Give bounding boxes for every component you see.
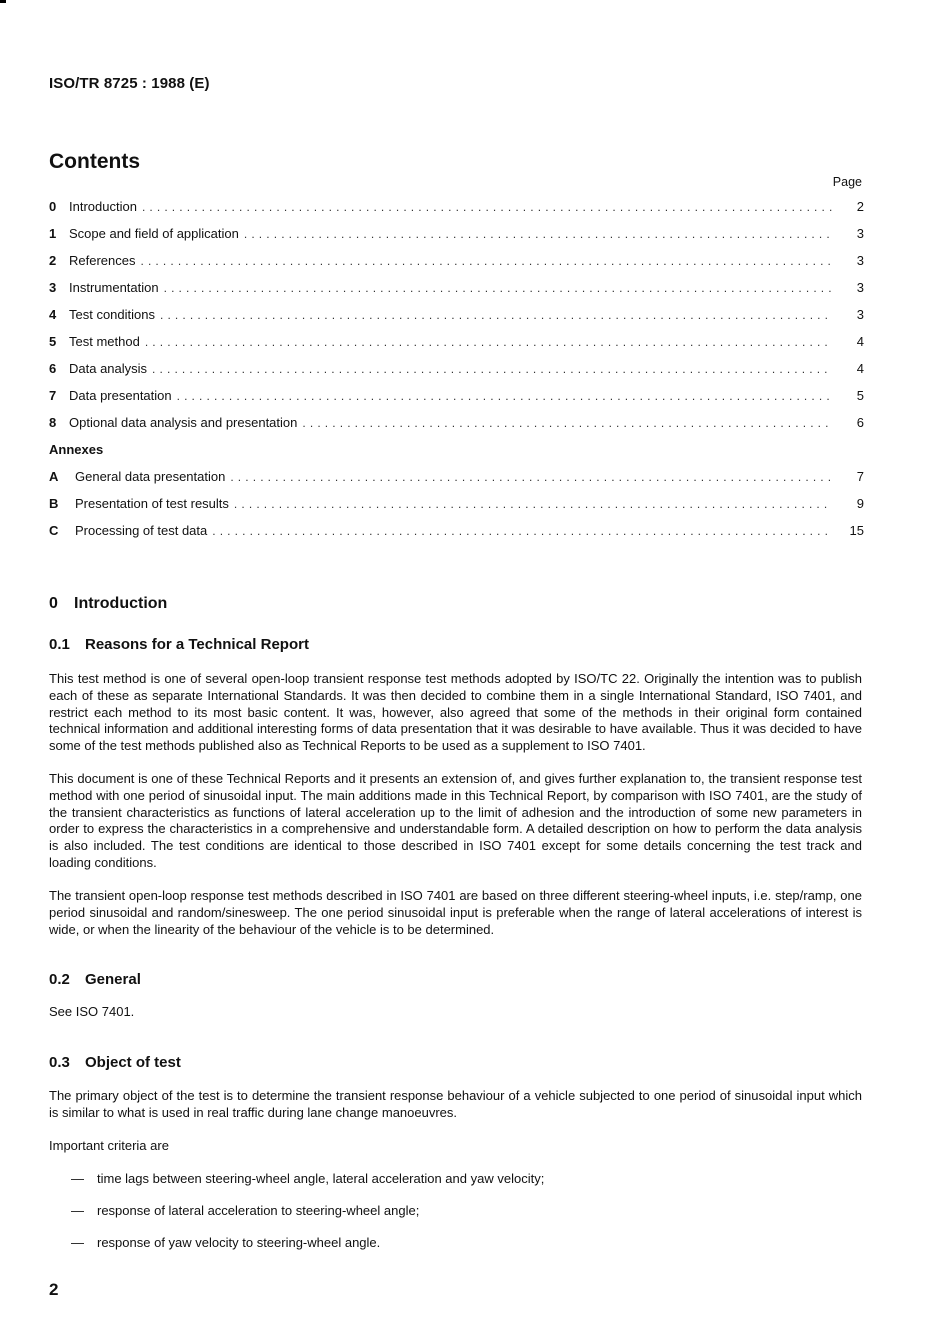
subsection-number: 0.2 (49, 971, 70, 988)
subsection-heading-general (49, 971, 141, 988)
toc-number: 5 (49, 334, 57, 349)
scan-mark (0, 0, 6, 3)
toc-leader-dots (142, 199, 832, 215)
toc-title: Data analysis (69, 361, 148, 376)
list-item (71, 1171, 851, 1187)
toc-page-number: 2 (856, 199, 864, 214)
toc-entry-data-analysis[interactable] (49, 361, 864, 388)
subsection-heading-reasons (49, 636, 309, 653)
toc-page-number: 3 (856, 280, 864, 295)
toc-leader-dots (302, 415, 832, 431)
toc-number: 7 (49, 388, 57, 403)
list-item-text: response of lateral acceleration to steering-wheel angle; (97, 1203, 420, 1218)
subsection-number: 0.1 (49, 636, 70, 653)
subsection-title: Object of test (85, 1054, 181, 1071)
toc-title: Processing of test data (75, 523, 208, 538)
dash-bullet: — (71, 1171, 84, 1186)
subsection-title: General (85, 971, 141, 988)
toc-annex-letter: B (49, 496, 59, 511)
document-identifier: ISO/TR 8725 : 1988 (E) (49, 75, 210, 92)
toc-title: Scope and field of application (69, 226, 239, 241)
toc-entry-data-presentation[interactable] (49, 388, 864, 415)
toc-title: Test method (69, 334, 140, 349)
paragraph-reasons-3: The transient open-loop response test methods described in ISO 7401 are based on three different steering-wheel inputs, i.e. step/ramp, one period sinusoidal and random/sinesweep. The one period sinusoidal input is preferable when the range of lateral accelerations of interest is wide, or when the linearity of the behaviour of the vehicle is to be determined. (49, 888, 862, 937)
toc-title: Presentation of test results (75, 496, 229, 511)
toc-entry-introduction[interactable] (49, 199, 864, 226)
list-item-text: response of yaw velocity to steering-wheel angle. (97, 1235, 381, 1250)
paragraph-reasons-2: This document is one of these Technical Reports and it presents an extension of, and gives further explanation to, the transient response test method with one period of sinusoidal input. The main additions made in this Technical Report, by comparison with ISO 7401, are the study of the transient characteristics as functions of lateral acceleration up to the limit of adhesion and the introduction of some new parameters in order to express the characteristics in a comprehensive and understandable form. A detailed description on how to perform the data analysis is also included. The test conditions are identical to those described in ISO 7401 except for some details concerning the test track and loading conditions. (49, 771, 862, 870)
toc-title: References (69, 253, 136, 268)
toc-page-number: 3 (856, 307, 864, 322)
list-item-text: time lags between steering-wheel angle, lateral acceleration and yaw velocity; (97, 1171, 545, 1186)
toc-page-number: 5 (856, 388, 864, 403)
toc-annex-c[interactable] (49, 523, 864, 550)
toc-number: 3 (49, 280, 57, 295)
list-item (71, 1203, 851, 1219)
subsection-title: Reasons for a Technical Report (85, 636, 309, 653)
toc-title: Optional data analysis and presentation (69, 415, 298, 430)
toc-leader-dots (140, 253, 832, 269)
list-item (71, 1235, 851, 1251)
toc-title: Data presentation (69, 388, 172, 403)
toc-page-number: 15 (849, 523, 864, 538)
toc-page-number: 9 (856, 496, 864, 511)
toc-leader-dots (234, 496, 832, 512)
toc-title: Introduction (69, 199, 137, 214)
paragraph-reasons-1: This test method is one of several open-loop transient response test methods adopted by ISO/TC 22. Originally the intention was to publish each of these as separate International Standards. It was then decided to combine them in a single International Standard, ISO 7401, and restrict each method to its most basic content. It was, however, also agreed that some of the methods in their original form contained technical information and additional interesting forms of data presentation that it was desirable to have available. Thus it was decided to have some of the test methods published also as Technical Reports to be used as a supplement to ISO 7401. (49, 671, 862, 754)
page-number: 2 (49, 1280, 59, 1299)
toc-entry-test-conditions[interactable] (49, 307, 864, 334)
toc-number: 8 (49, 415, 57, 430)
toc-annex-letter: A (49, 469, 59, 484)
toc-entry-test-method[interactable] (49, 334, 864, 361)
toc-leader-dots (244, 226, 832, 242)
toc-title: Test conditions (69, 307, 155, 322)
dash-bullet: — (71, 1235, 84, 1250)
toc-page-number: 7 (856, 469, 864, 484)
toc-number: 1 (49, 226, 57, 241)
page-column-label: Page (832, 175, 862, 189)
contents-heading: Contents (49, 150, 140, 173)
subsection-number: 0.3 (49, 1054, 70, 1071)
toc-number: 6 (49, 361, 57, 376)
section-number: 0 (49, 595, 58, 612)
toc-page-number: 3 (856, 253, 864, 268)
toc-page-number: 4 (856, 361, 864, 376)
toc-leader-dots (177, 388, 832, 404)
toc-page-number: 3 (856, 226, 864, 241)
toc-annex-a[interactable] (49, 469, 864, 496)
toc-number: 4 (49, 307, 57, 322)
paragraph-object-1: The primary object of the test is to determine the transient response behaviour of a vehicle subjected to one period of sinusoidal input which is similar to what is used in real traffic during lane change manoeuvres. (49, 1088, 862, 1120)
toc-entry-optional-analysis[interactable] (49, 415, 864, 442)
annexes-heading: Annexes (49, 442, 104, 457)
toc-title: General data presentation (75, 469, 226, 484)
paragraph-general: See ISO 7401. (49, 1004, 135, 1019)
subsection-heading-object (49, 1054, 181, 1071)
table-of-contents (49, 199, 864, 550)
toc-annex-b[interactable] (49, 496, 864, 523)
toc-leader-dots (145, 334, 832, 350)
toc-title: Instrumentation (69, 280, 159, 295)
toc-annex-letter: C (49, 523, 59, 538)
toc-entry-instrumentation[interactable] (49, 280, 864, 307)
section-title: Introduction (74, 595, 168, 612)
section-heading-introduction (49, 595, 167, 613)
toc-number: 2 (49, 253, 57, 268)
toc-entry-scope[interactable] (49, 226, 864, 253)
paragraph-object-2: Important criteria are (49, 1138, 169, 1153)
toc-leader-dots (230, 469, 832, 485)
toc-leader-dots (212, 523, 832, 539)
toc-page-number: 6 (856, 415, 864, 430)
toc-entry-references[interactable] (49, 253, 864, 280)
toc-number: 0 (49, 199, 57, 214)
dash-bullet: — (71, 1203, 84, 1218)
toc-leader-dots (164, 280, 832, 296)
toc-page-number: 4 (856, 334, 864, 349)
toc-leader-dots (160, 307, 832, 323)
toc-leader-dots (152, 361, 832, 377)
